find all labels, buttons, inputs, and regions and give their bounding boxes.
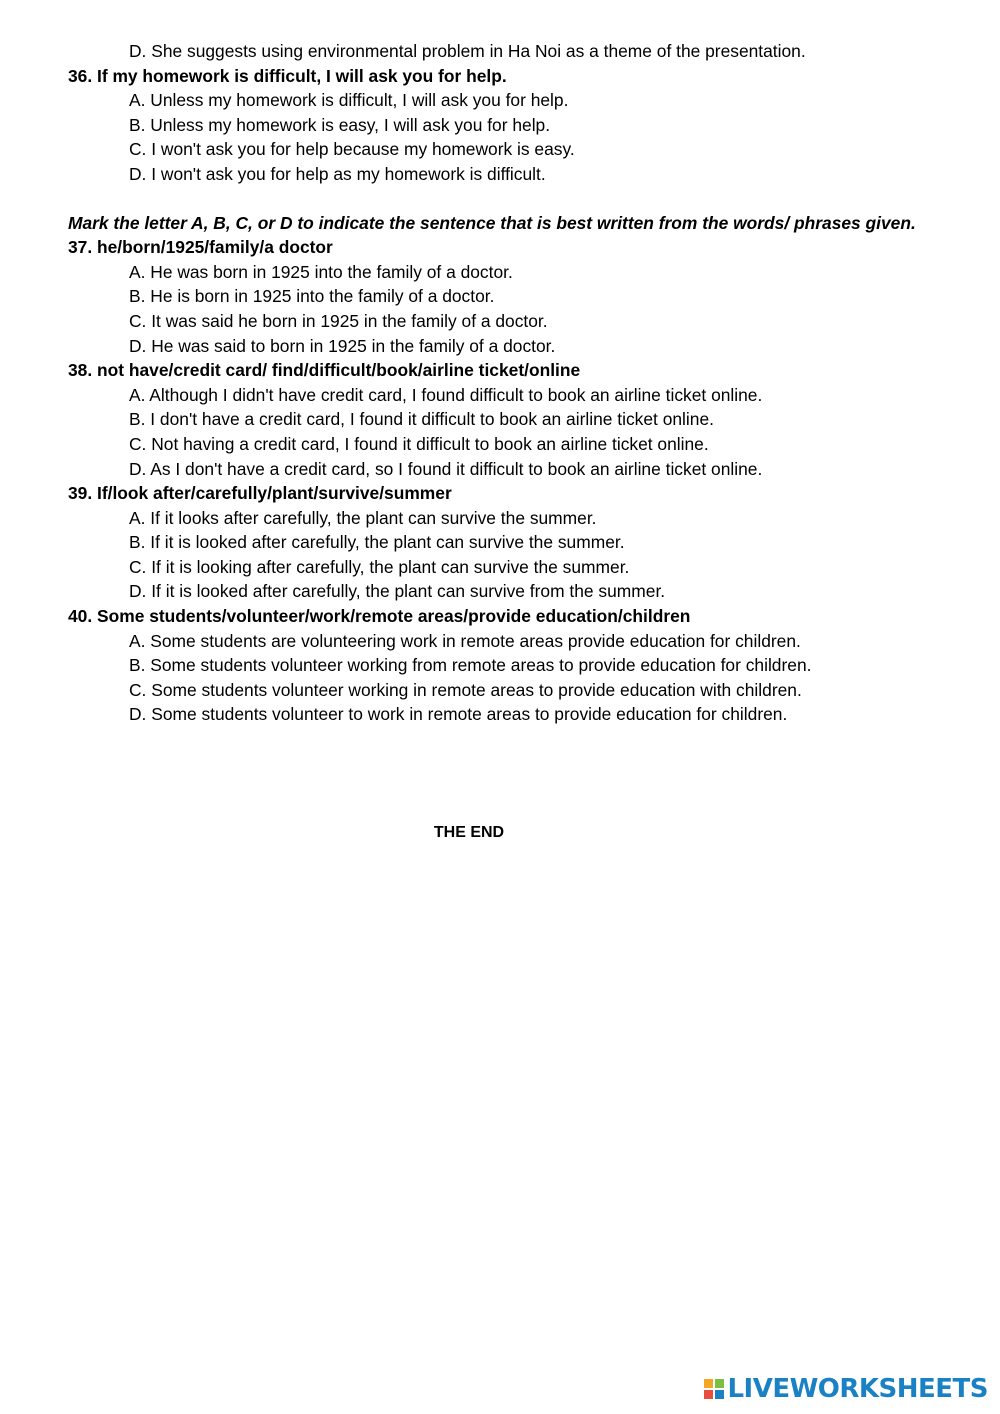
q40-option-b: B. Some students volunteer working from remote areas to provide education for children. — [129, 655, 812, 676]
q40-option-a: A. Some students are volunteering work in remote areas provide education for children. — [129, 630, 801, 651]
q36-option-c: C. I won't ask you for help because my homework is easy. — [129, 139, 575, 160]
q38-option-b: B. I don't have a credit card, I found it difficult to book an airline ticket online. — [129, 409, 714, 430]
q36-option-d: D. I won't ask you for help as my homework is difficult. — [129, 163, 546, 184]
worksheet-content — [68, 39, 968, 727]
q36-question: 36. If my homework is difficult, I will ask you for help. — [68, 65, 507, 86]
q40-option-d: D. Some students volunteer to work in remote areas to provide education for children. — [129, 704, 788, 725]
the-end-label: THE END — [433, 824, 505, 841]
q39-option-b: B. If it is looked after carefully, the plant can survive the summer. — [129, 532, 625, 553]
logo-square-2 — [715, 1379, 724, 1388]
q38-option-c: C. Not having a credit card, I found it difficult to book an airline ticket online. — [129, 433, 709, 454]
q40-option-c: C. Some students volunteer working in remote areas to provide education with children. — [129, 679, 802, 700]
q36-option-a: A. Unless my homework is difficult, I will ask you for help. — [129, 90, 569, 111]
logo-square-1 — [704, 1379, 713, 1388]
q39-option-c: C. If it is looking after carefully, the plant can survive the summer. — [129, 556, 630, 577]
logo-square-4 — [715, 1390, 724, 1399]
logo-square-3 — [704, 1390, 713, 1399]
section-instruction: Mark the letter A, B, C, or D to indicate the sentence that is best written from the words/ phrases given. — [68, 212, 916, 233]
q40-question: 40. Some students/volunteer/work/remote areas/provide education/children — [68, 606, 691, 627]
q38-option-a: A. Although I didn't have credit card, I found difficult to book an airline ticket online. — [129, 384, 763, 405]
q37-option-c: C. It was said he born in 1925 in the family of a doctor. — [129, 310, 548, 331]
q37-option-d: D. He was said to born in 1925 in the family of a doctor. — [129, 335, 556, 356]
q37-question: 37. he/born/1925/family/a doctor — [68, 237, 333, 258]
q36-option-b: B. Unless my homework is easy, I will ask you for help. — [129, 114, 551, 135]
q35-option-d: D. She suggests using environmental problem in Ha Noi as a theme of the presentation. — [129, 41, 806, 61]
q39-option-a: A. If it looks after carefully, the plant can survive the summer. — [129, 507, 597, 528]
q38-option-d: D. As I don't have a credit card, so I found it difficult to book an airline ticket online. — [129, 458, 763, 479]
liveworksheets-logo-text: LIVEWORKSHEETS — [727, 1374, 988, 1404]
q39-option-d: D. If it is looked after carefully, the plant can survive from the summer. — [129, 581, 666, 602]
q39-question: 39. If/look after/carefully/plant/survive/summer — [68, 483, 452, 504]
q37-option-b: B. He is born in 1925 into the family of a doctor. — [129, 286, 495, 307]
liveworksheets-logo-icon — [704, 1379, 724, 1399]
q38-question: 38. not have/credit card/ find/difficult/book/airline ticket/online — [68, 360, 581, 381]
q37-option-a: A. He was born in 1925 into the family of a doctor. — [129, 261, 513, 282]
liveworksheets-logo[interactable] — [704, 1374, 988, 1404]
